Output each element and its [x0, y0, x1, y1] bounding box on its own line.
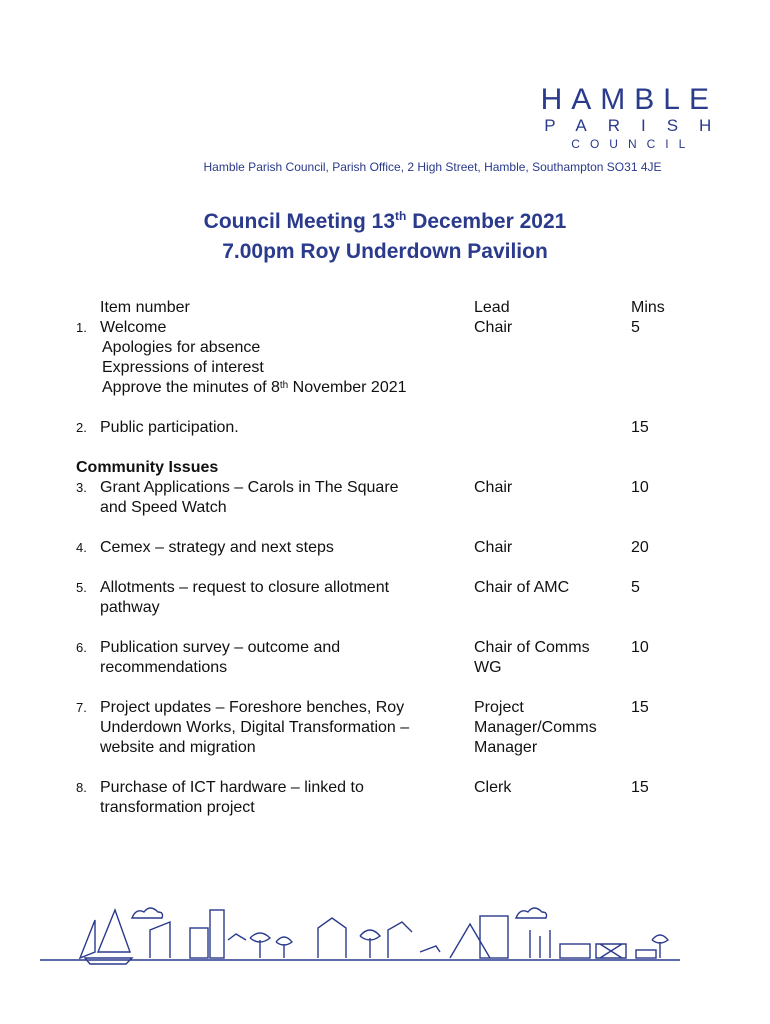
agenda-item-7 [76, 698, 696, 758]
item-mins: 20 [631, 539, 649, 556]
agenda-item-1 [76, 318, 696, 338]
item-lead: Chair [474, 479, 513, 496]
item-mins: 15 [631, 779, 649, 796]
item-lead [474, 418, 631, 438]
item-mins: 5 [631, 579, 640, 596]
item-number: 2. [76, 420, 87, 435]
item-label: Allotments – request to closure allotment pathway [100, 579, 390, 616]
agenda-header [76, 298, 696, 318]
section-heading: Community Issues [76, 459, 219, 476]
agenda-item-8 [76, 778, 696, 818]
logo-line-hamble: HAMBLE [540, 83, 718, 116]
item-lead: Project Manager/Comms Manager [474, 699, 597, 756]
item-lead: Chair [474, 539, 513, 556]
agenda-item-5 [76, 578, 696, 618]
item-number: 7. [76, 700, 87, 715]
logo-line-parish: PARISH [544, 116, 733, 135]
agenda-item-4 [76, 538, 696, 558]
meeting-title [0, 201, 770, 267]
item-label: Cemex – strategy and next steps [100, 539, 334, 556]
item-lead: Chair [474, 319, 513, 336]
item-1-sub-minutes: Approve the minutes of 8th November 2021 [102, 379, 407, 396]
agenda-item-2 [76, 418, 696, 438]
council-logo [540, 83, 733, 152]
agenda-table [76, 298, 696, 818]
item-mins: 5 [631, 319, 640, 336]
item-number: 1. [76, 320, 87, 335]
item-label: Purchase of ICT hardware – linked to transformation project [100, 779, 364, 816]
village-skyline-illustration [40, 900, 690, 970]
item-number: 6. [76, 640, 87, 655]
item-number: 8. [76, 780, 87, 795]
item-label: Project updates – Foreshore benches, Roy Underdown Works, Digital Transformation – website and migration [100, 699, 410, 756]
item-mins: 15 [631, 419, 649, 436]
title-line-2: 7.00pm Roy Underdown Pavilion [222, 240, 548, 263]
title-line-1: Council Meeting 13th December 2021 [203, 209, 567, 233]
address-line: Hamble Parish Council, Parish Office, 2 High Street, Hamble, Southampton SO31 4JE [203, 160, 662, 174]
item-label: Public participation. [100, 419, 239, 436]
item-1-sub-interest: Expressions of interest [102, 359, 264, 376]
item-mins: 15 [631, 699, 649, 716]
agenda-item-6 [76, 638, 696, 678]
item-lead: Chair of AMC [474, 579, 570, 596]
item-mins: 10 [631, 639, 649, 656]
item-label: Publication survey – outcome and recommendations [100, 639, 341, 676]
item-number: 4. [76, 540, 87, 555]
item-number: 5. [76, 580, 87, 595]
header-item: Item number [100, 299, 190, 316]
item-1-sub-apologies: Apologies for absence [102, 339, 261, 356]
item-mins: 10 [631, 479, 649, 496]
item-lead: Clerk [474, 779, 512, 796]
item-label: Welcome [100, 319, 167, 336]
header-lead: Lead [474, 299, 510, 316]
agenda-item-3 [76, 478, 696, 518]
item-number: 3. [76, 480, 87, 495]
header-mins: Mins [631, 299, 665, 316]
item-lead: Chair of Comms WG [474, 639, 590, 676]
logo-line-council: COUNCIL [571, 137, 696, 151]
item-label: Grant Applications – Carols in The Square and Speed Watch [100, 479, 399, 516]
